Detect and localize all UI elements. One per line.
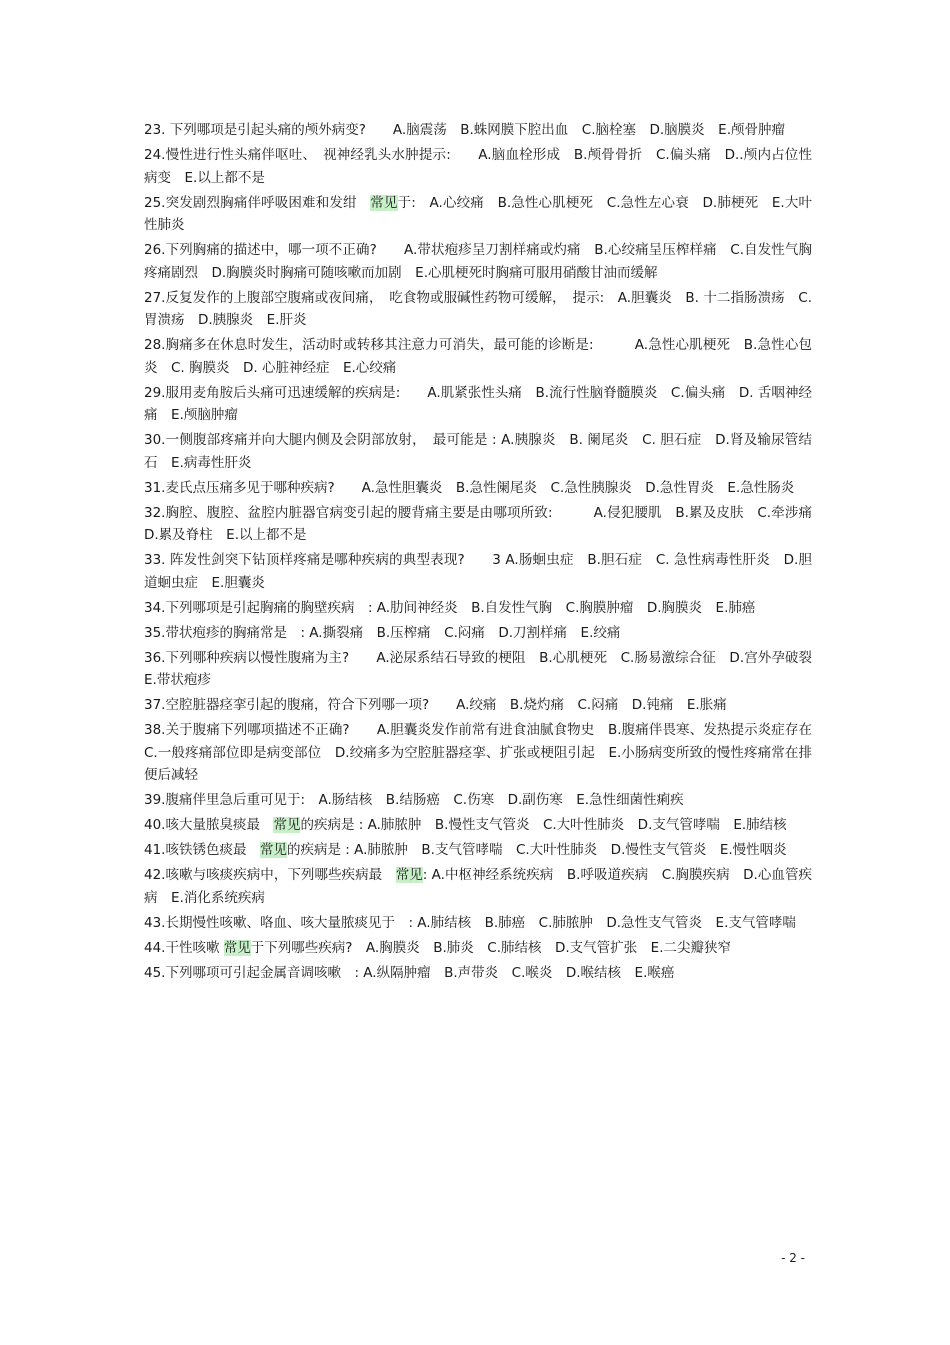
- question-text: 31.麦氏点压痛多见于哪种疾病? A.急性胆囊炎 B.急性阑尾炎 C.急性胰腺炎 D.急性胃炎 E.急性肠炎: [144, 479, 795, 496]
- question-text: 25.突发剧烈胸痛伴呼吸困难和发绀: [144, 194, 371, 211]
- question-q26: [144, 239, 812, 284]
- question-text: 28.胸痛多在休息时发生，活动时或转移其注意力可消失，最可能的诊断是: A.急性心肌梗死 B.急性心包炎 C. 胸膜炎 D. 心脏神经症 E.心绞痛: [144, 337, 812, 376]
- question-text: 39.腹痛伴里急后重可见于: A.肠结核 B.结肠癌 C.伤寒 D.副伤寒 E.急性细菌性痢疾: [144, 792, 684, 808]
- question-q34: [144, 597, 812, 620]
- question-q29: [144, 382, 812, 427]
- question-text: 38.关于腹痛下列哪项描述不正确? A.胆囊炎发作前常有进食油腻食物史 B.腹痛伴畏寒、发热提示炎症存在 C.一般疼痛部位即是病变部位 D.绞痛多为空腔脏器痉挛、扩张或梗阻引起 E.小肠病变所致的慢性疼痛常在排便后减轻: [144, 722, 826, 783]
- question-text: 40.咳大量脓臭痰最: [144, 817, 274, 833]
- question-q37: [144, 694, 812, 717]
- question-q38: [144, 719, 826, 787]
- question-text: 36.下列哪种疾病以慢性腹痛为主? A.泌尿系结石导致的梗阻 B.心肌梗死 C.肠易激综合征 D.宫外孕破裂 E.带状疱疹: [144, 649, 826, 688]
- question-q41: [144, 839, 812, 862]
- question-text: 45.下列哪项可引起金属音调咳嗽 : A.纵隔肿瘤 B.声带炎 C.喉炎 D.喉结核 E.喉癌: [144, 964, 675, 981]
- question-text: 33. 阵发性剑突下钻顶样疼痛是哪种疾病的典型表现? 3 A.肠蛔虫症 B.胆石症 C. 急性病毒性肝炎 D.胆道蛔虫症 E.胆囊炎: [144, 552, 812, 591]
- question-text: 24.慢性进行性头痛伴呕吐、 视神经乳头水肿提示: A.脑血栓形成 B.颅骨骨折 C.偏头痛 D..颅内占位性病变 E.以上都不是: [144, 147, 812, 186]
- question-q28: [144, 334, 812, 379]
- question-text: 26.下列胸痛的描述中，哪一项不正确? A.带状疱疹呈刀割样痛或灼痛 B.心绞痛呈压榨样痛 C.自发性气胸疼痛剧烈 D.胸膜炎时胸痛可随咳嗽而加剧 E.心肌梗死时胸痛可服用硝酸甘油而缓解: [144, 242, 812, 281]
- question-q33: [144, 549, 812, 594]
- question-text: 的疾病是 : A.肺脓肿 B.慢性支气管炎 C.大叶性肺炎 D.支气管哮喘 E.肺结核: [300, 817, 787, 833]
- question-text: 42.咳嗽与咳痰疾病中，下列哪些疾病最: [144, 867, 396, 883]
- question-text: 32.胸腔、腹腔、盆腔内脏器官病变引起的腰背痛主要是由哪项所致: A.侵犯腰肌 B.累及皮肤 C.牵涉痛 D.累及脊柱 E.以上都不是: [144, 504, 826, 543]
- question-q43: [144, 912, 812, 935]
- question-text: : A.中枢神经系统疾病 B.呼吸道疾病 C.胸膜疾病 D.心血管疾病 E.消化系统疾病: [144, 867, 813, 906]
- question-text: 35.带状疱疹的胸痛常是 : A.撕裂痛 B.压榨痛 C.闷痛 D.刀割样痛 E.绞痛: [144, 624, 621, 641]
- question-q36: [144, 647, 826, 692]
- question-q35: [144, 622, 812, 645]
- question-q24: [144, 144, 812, 189]
- question-q45: [144, 962, 812, 985]
- question-text: 30.一侧腹部疼痛并向大腿内侧及会阴部放射， 最可能是 : A.胰腺炎 B. 阑尾炎 C. 胆石症 D.肾及输尿管结石 E.病毒性肝炎: [144, 432, 812, 471]
- question-text: 44.干性咳嗽: [144, 939, 224, 956]
- question-q32: [144, 502, 826, 547]
- question-list: [144, 119, 826, 987]
- highlighted-word: 常见: [370, 194, 398, 211]
- question-q23: [144, 119, 812, 142]
- question-text: 34.下列哪项是引起胸痛的胸壁疾病 : A.肋间神经炎 B.自发性气胸 C.胸膜肿瘤 D.胸膜炎 E.肺癌: [144, 599, 756, 616]
- question-text: 于: A.心绞痛 B.急性心肌梗死 C.急性左心衰 D.肺梗死 E.大叶性肺炎: [144, 194, 812, 233]
- page-number: - 2 -: [781, 1251, 805, 1265]
- question-q25: [144, 192, 812, 237]
- question-text: 37.空腔脏器痉挛引起的腹痛，符合下列哪一项? A.绞痛 B.烧灼痛 C.闷痛 D.钝痛 E.胀痛: [144, 697, 727, 713]
- question-q44: [144, 937, 812, 960]
- question-text: 于下列哪些疾病? A.胸膜炎 B.肺炎 C.肺结核 D.支气管扩张 E.二尖瓣狭窄: [250, 939, 731, 956]
- question-q30: [144, 429, 812, 474]
- question-q40: [144, 814, 812, 837]
- question-q42: [144, 864, 812, 909]
- question-text: 41.咳铁锈色痰最: [144, 842, 260, 858]
- question-text: 的疾病是 : A.肺脓肿 B.支气管哮喘 C.大叶性肺炎 D.慢性支气管炎 E.慢性咽炎: [286, 842, 787, 858]
- highlighted-word: 常见: [259, 842, 287, 858]
- question-text: 23. 下列哪项是引起头痛的颅外病变? A.脑震荡 B.蛛网膜下腔出血 C.脑栓塞 D.脑膜炎 E.颅骨肿瘤: [144, 122, 785, 138]
- question-q27: [144, 287, 812, 332]
- question-text: 43.长期慢性咳嗽、咯血、咳大量脓痰见于 : A.肺结核 B.肺癌 C.肺脓肿 D.急性支气管炎 E.支气管哮喘: [144, 914, 796, 931]
- highlighted-word: 常见: [395, 867, 423, 883]
- highlighted-word: 常见: [223, 939, 251, 956]
- question-q39: [144, 789, 812, 812]
- question-q31: [144, 477, 812, 500]
- highlighted-word: 常见: [273, 817, 301, 833]
- question-text: 29.服用麦角胺后头痛可迅速缓解的疾病是: A.肌紧张性头痛 B.流行性脑脊髓膜炎 C.偏头痛 D. 舌咽神经痛 E.颅脑肿瘤: [144, 384, 812, 423]
- question-text: 27.反复发作的上腹部空腹痛或夜间痛， 吃食物或服碱性药物可缓解， 提示: A.胆囊炎 B. 十二指肠溃疡 C.胃溃疡 D.胰腺炎 E.肝炎: [144, 289, 812, 328]
